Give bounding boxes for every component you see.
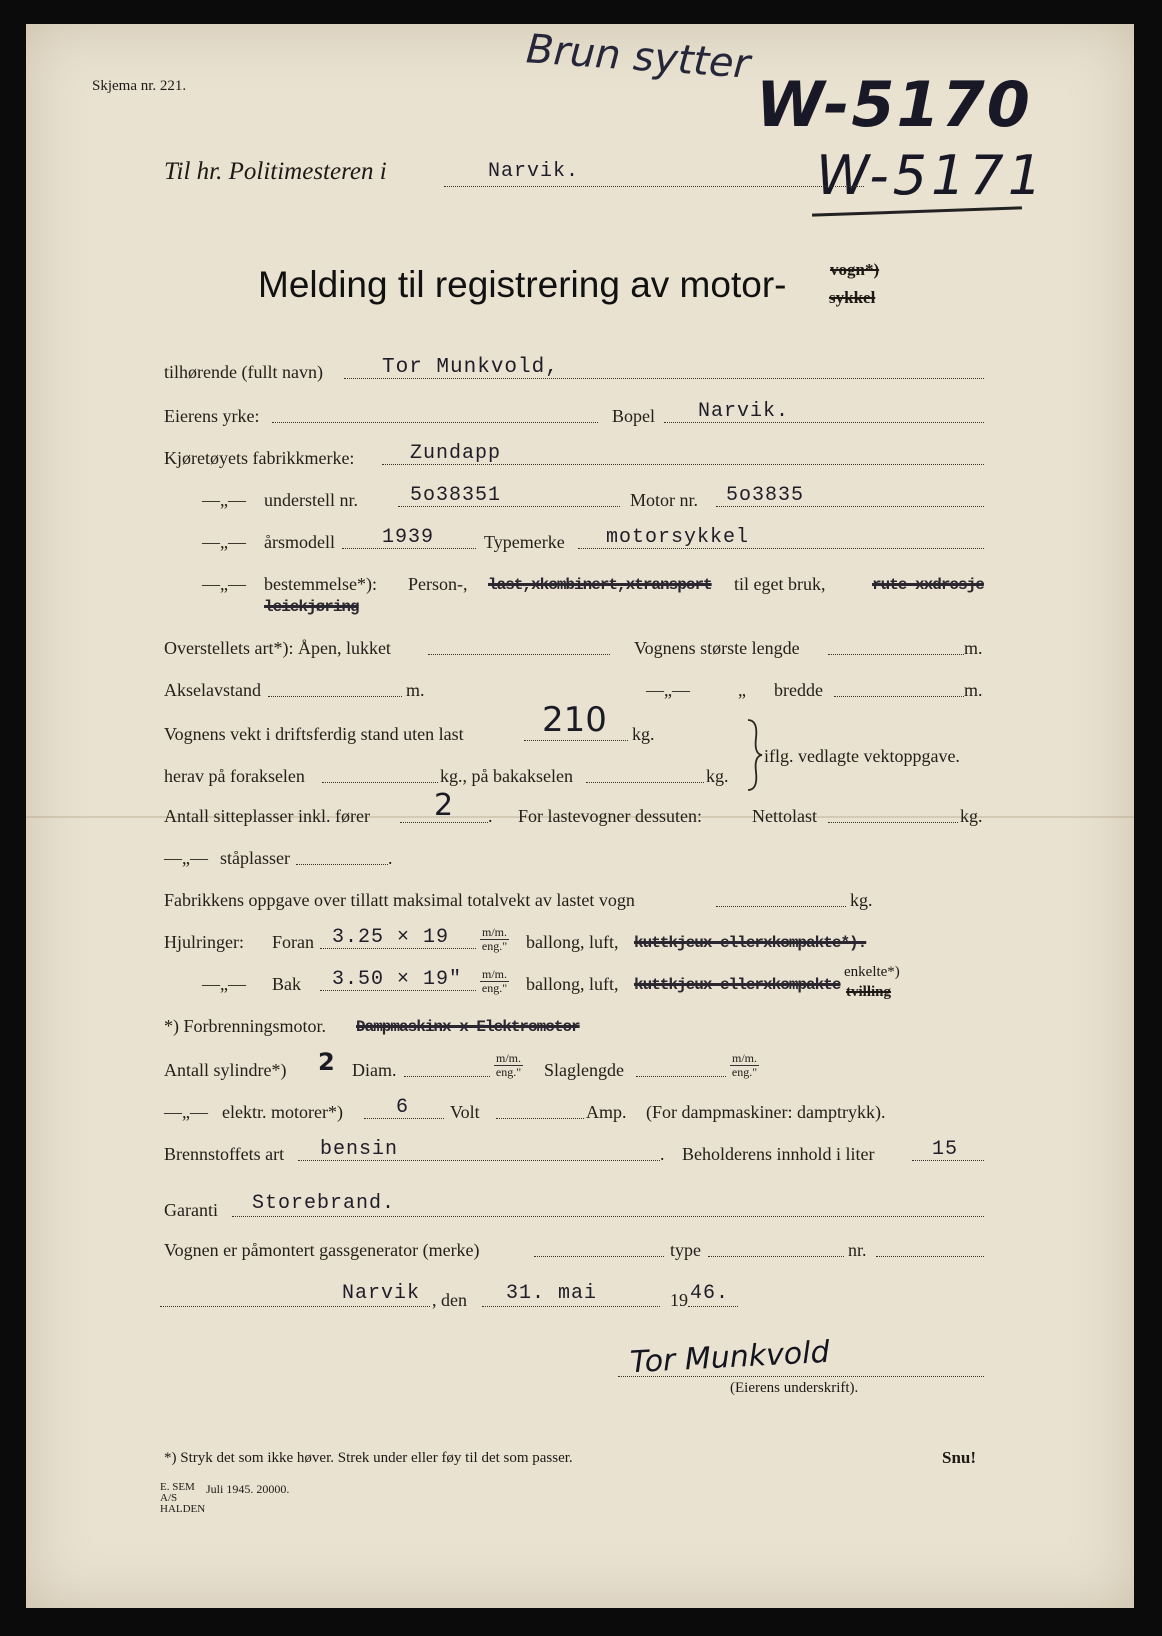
brace-mark	[744, 718, 766, 792]
seats-value: 2	[434, 788, 454, 823]
handwritten-note: Brun sytter	[524, 26, 752, 88]
length-label: Vognens største lengde	[634, 638, 800, 658]
front-axle-label: herav på forakselen	[164, 766, 305, 786]
diam-units	[494, 1052, 523, 1079]
type-label: Typemerke	[484, 532, 565, 552]
motor-value: 5o3835	[726, 484, 805, 507]
volt-value: 6	[396, 1096, 410, 1119]
tyre-single: enkelte*)	[844, 964, 900, 980]
stroke-unit-eng: eng."	[731, 1065, 758, 1080]
place-value: Narvik	[342, 1282, 421, 1305]
rear-unit-mm: m/m.	[482, 967, 508, 981]
front-unit-mm: m/m.	[482, 925, 508, 939]
place-line	[160, 1306, 430, 1307]
diam-line	[404, 1076, 490, 1077]
date-label: , den	[432, 1290, 467, 1310]
body-type-line	[428, 654, 610, 655]
gasgen-nr-label: nr.	[848, 1240, 867, 1260]
signature-line	[618, 1376, 984, 1377]
insurance-label: Garanti	[164, 1200, 218, 1220]
purpose-struck-hire: leiekjøring	[264, 598, 359, 616]
title-option-sykkel: sykkel	[829, 288, 876, 307]
weight-line	[524, 740, 628, 741]
max-weight-unit: kg.	[850, 890, 873, 910]
form-sheet	[26, 24, 1134, 1608]
ditto-width: —„—	[646, 680, 690, 700]
rear-unit-eng: eng."	[481, 981, 508, 996]
tank-value: 15	[932, 1138, 959, 1161]
owner-name-label: tilhørende (fullt navn)	[164, 362, 323, 382]
max-weight-label: Fabrikkens oppgave over tillatt maksimal totalvekt av lastet vogn	[164, 890, 635, 910]
occupation-label: Eierens yrke:	[164, 406, 260, 426]
date-line	[482, 1306, 660, 1307]
registration-underline	[812, 206, 1022, 216]
title-option-vogn: vogn*)	[830, 260, 880, 279]
addressee-line	[444, 186, 864, 187]
printer-mark: E. SEM A/S HALDEN	[160, 1481, 206, 1515]
rear-tyre-units	[480, 968, 509, 995]
purpose-struck-route: rute-xxdrosje	[872, 576, 984, 594]
residence-label: Bopel	[612, 406, 655, 426]
diam-unit-eng: eng."	[495, 1065, 522, 1080]
width-unit: m.	[964, 680, 983, 700]
diam-unit-mm: m/m.	[496, 1051, 522, 1065]
rear-axle-line	[586, 782, 704, 783]
body-type-label: Overstellets art*): Åpen, lukket	[164, 638, 391, 658]
rear-axle-label: kg., på bakakselen	[440, 766, 573, 786]
front-tyre-label: Foran	[272, 932, 314, 952]
purpose-struck-commercial: last,xkombinert,xtransport	[488, 576, 712, 594]
tyres-label: Hjulringer:	[164, 932, 244, 952]
front-tyre-value: 3.25 × 19	[332, 926, 450, 949]
truck-label: For lastevogner dessuten:	[518, 806, 702, 826]
registration-number-struck: W-5170	[756, 68, 1032, 141]
engine-struck: Dampmaskinx x Elektromotor	[356, 1018, 580, 1036]
purpose-label: bestemmelse*):	[264, 574, 377, 594]
max-weight-line	[716, 906, 846, 907]
residence-value: Narvik.	[698, 400, 790, 423]
fuel-label: Brennstoffets art	[164, 1144, 285, 1164]
standing-label: ståplasser	[220, 848, 290, 868]
occupation-line	[272, 422, 598, 423]
rear-tyre-type: ballong, luft,	[526, 974, 619, 994]
electric-label: elektr. motorer*)	[222, 1102, 343, 1122]
ditto-standing: —„—	[164, 848, 208, 868]
width-label: bredde	[774, 680, 823, 700]
weight-label: Vognens vekt i driftsferdig stand uten last	[164, 724, 464, 744]
type-value: motorsykkel	[606, 526, 750, 549]
form-title: Melding til registrering av motor-	[258, 264, 787, 305]
width-line	[834, 696, 964, 697]
ditto-electric: —„—	[164, 1102, 208, 1122]
insurance-line	[232, 1216, 984, 1217]
weight-unit: kg.	[632, 724, 655, 744]
front-axle-line	[322, 782, 438, 783]
front-unit-eng: eng."	[481, 939, 508, 954]
ditto-chassis: —„—	[202, 490, 246, 510]
ditto-rear-tyre: —„—	[202, 974, 246, 994]
form-number: Skjema nr. 221.	[92, 78, 187, 94]
stroke-units	[730, 1052, 759, 1079]
year-label: årsmodell	[264, 532, 335, 552]
net-load-unit: kg.	[960, 806, 983, 826]
rear-tyre-value: 3.50 × 19"	[332, 968, 463, 991]
seats-period: .	[488, 806, 493, 826]
footer-note: *) Stryk det som ikke høver. Strek under eller føy til det som passer.	[164, 1450, 573, 1466]
stroke-label: Slaglengde	[544, 1060, 624, 1080]
signature-caption: (Eierens underskrift).	[730, 1380, 859, 1396]
fuel-value: bensin	[320, 1138, 399, 1161]
front-tyre-struck: kuttkjeux ellerxkompakte*).	[634, 934, 867, 952]
turn-over: Snu!	[942, 1448, 977, 1467]
ditto-year: —„—	[202, 532, 246, 552]
rear-tyre-label: Bak	[272, 974, 301, 994]
make-label: Kjøretøyets fabrikkmerke:	[164, 448, 355, 468]
make-value: Zundapp	[410, 442, 502, 465]
chassis-label: understell nr.	[264, 490, 358, 510]
cylinders-label: Antall sylindre*)	[164, 1060, 287, 1080]
edition-info: Juli 1945. 20000.	[206, 1482, 290, 1496]
rear-tyre-struck: kuttkjeux ellerxkompakte	[634, 976, 841, 994]
stroke-unit-mm: m/m.	[732, 1051, 758, 1065]
year-value: 1939	[382, 526, 435, 549]
seats-label: Antall sitteplasser inkl. fører	[164, 806, 370, 826]
length-line	[828, 654, 964, 655]
gasgen-nr-line	[876, 1256, 984, 1257]
date-year-value: 46.	[690, 1282, 730, 1305]
front-tyre-type: ballong, luft,	[526, 932, 619, 952]
volt-label: Volt	[450, 1102, 480, 1122]
front-tyre-units	[480, 926, 509, 953]
steam-note: (For dampmaskiner: damptrykk).	[646, 1102, 886, 1122]
gasgen-line	[534, 1256, 664, 1257]
registration-number: W-5171	[816, 144, 1047, 207]
owner-signature: Tor Munkvold	[629, 1334, 831, 1381]
owner-name-value: Tor Munkvold,	[382, 356, 559, 379]
purpose-person: Person-,	[408, 574, 468, 594]
insurance-value: Storebrand.	[252, 1192, 396, 1215]
tyre-twin-struck: tvilling	[846, 984, 892, 1000]
standing-line	[296, 864, 388, 865]
purpose-own-use: til eget bruk,	[734, 574, 826, 594]
addressee-value: Narvik.	[488, 160, 580, 183]
weight-value: 210	[542, 700, 607, 740]
combustion-label: *) Forbrenningsmotor.	[164, 1016, 326, 1036]
date-year-line	[688, 1306, 738, 1307]
motor-label: Motor nr.	[630, 490, 699, 510]
date-value: 31. mai	[506, 1282, 598, 1305]
stroke-line	[636, 1076, 726, 1077]
tank-label: Beholderens innhold i liter	[682, 1144, 875, 1164]
gasgen-type-line	[708, 1256, 844, 1257]
wheelbase-label: Akselavstand	[164, 680, 261, 700]
brace-note: iflg. vedlagte vektoppgave.	[764, 746, 960, 766]
amp-label: Amp.	[586, 1102, 627, 1122]
wheelbase-line	[268, 696, 402, 697]
rear-axle-unit: kg.	[706, 766, 729, 786]
net-load-label: Nettolast	[752, 806, 817, 826]
wheelbase-unit: m.	[406, 680, 425, 700]
fuel-period: .	[660, 1144, 665, 1164]
ditto-purpose: —„—	[202, 574, 246, 594]
gasgen-type-label: type	[670, 1240, 701, 1260]
diam-label: Diam.	[352, 1060, 397, 1080]
amp-line	[496, 1118, 584, 1119]
width-quote: „	[738, 680, 746, 700]
length-unit: m.	[964, 638, 983, 658]
addressee-label: Til hr. Politimesteren i	[164, 158, 387, 185]
cylinders-value: 2	[318, 1048, 335, 1076]
gasgen-label: Vognen er påmontert gassgenerator (merke)	[164, 1240, 480, 1260]
year-prefix: 19	[670, 1290, 688, 1310]
standing-period: .	[388, 848, 393, 868]
chassis-value: 5o38351	[410, 484, 502, 507]
net-load-line	[828, 822, 958, 823]
